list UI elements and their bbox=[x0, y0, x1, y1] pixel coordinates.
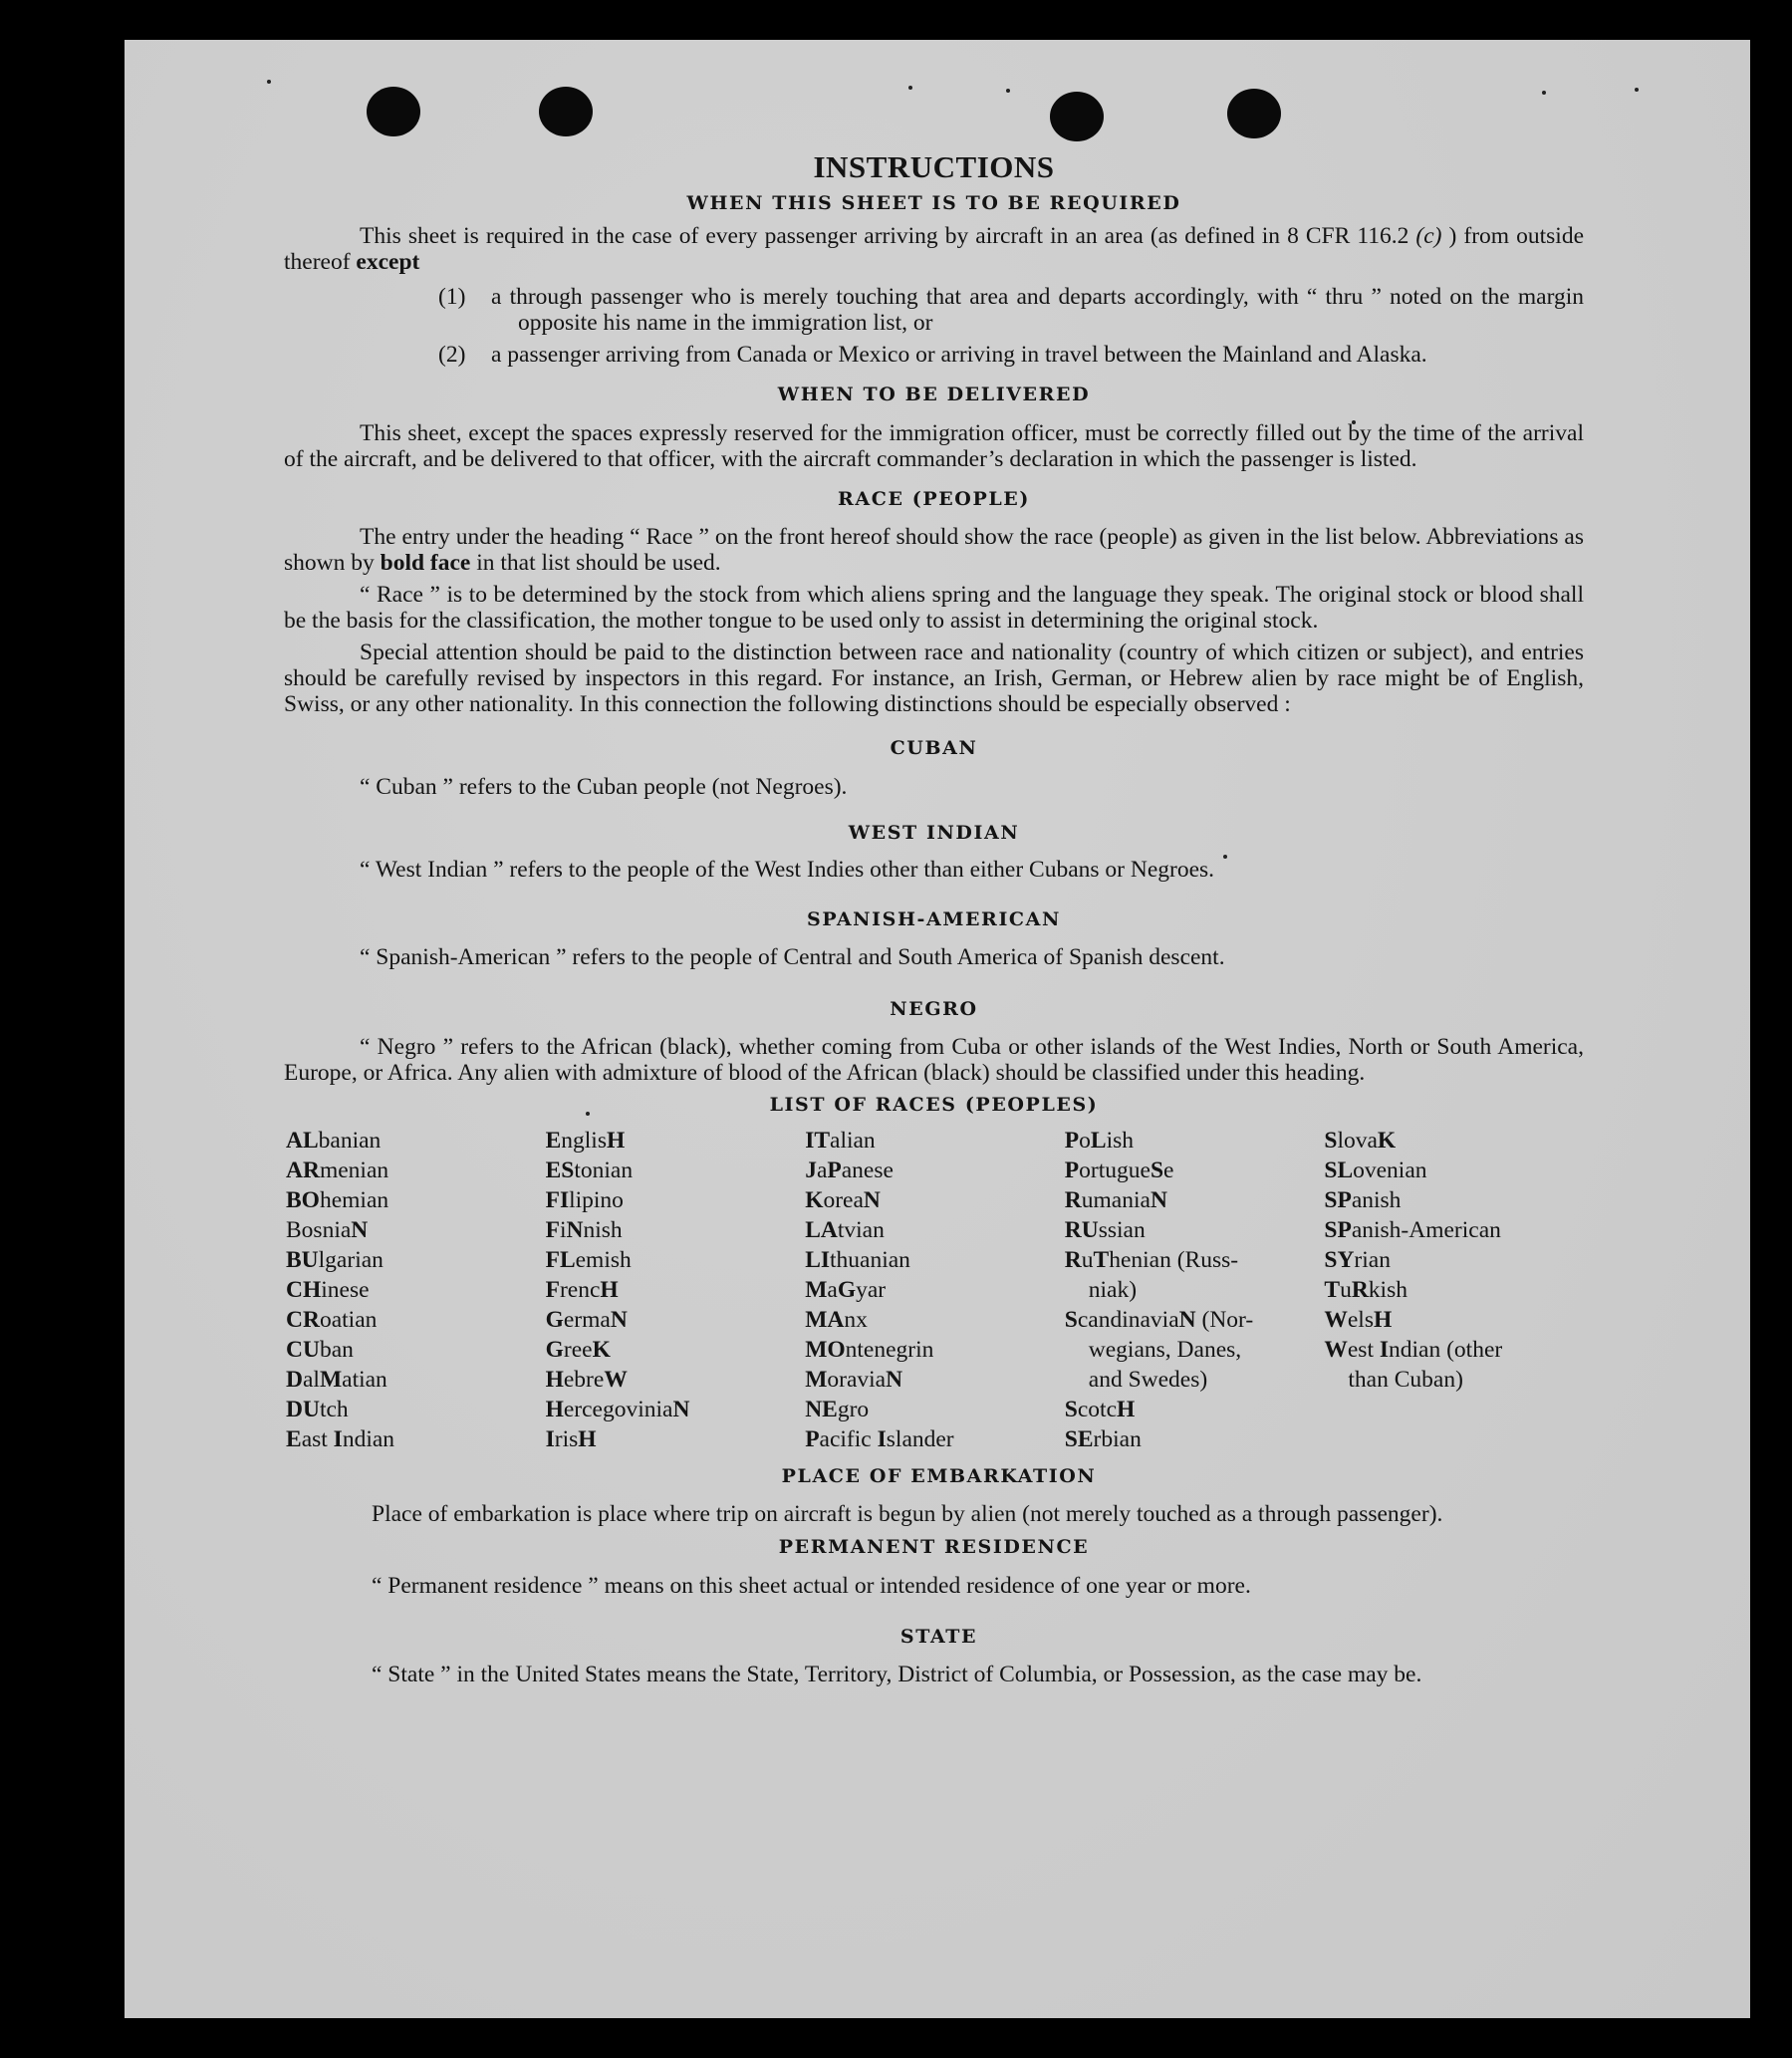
race-text: nglis bbox=[561, 1128, 607, 1154]
race-entry bbox=[546, 1275, 806, 1305]
heading-embarkation: PLACE OF EMBARKATION bbox=[781, 1465, 1097, 1487]
race-text: ntenegrin bbox=[845, 1337, 934, 1363]
race-entry bbox=[286, 1126, 546, 1156]
race-text: ast bbox=[301, 1426, 334, 1452]
race-entry bbox=[805, 1185, 1065, 1215]
race-entry bbox=[805, 1275, 1065, 1305]
race-text: ovenian bbox=[1353, 1158, 1427, 1183]
race-text: alian bbox=[830, 1128, 876, 1154]
race-entry bbox=[1324, 1275, 1584, 1305]
race-text: inese bbox=[321, 1277, 370, 1303]
race-text: ndian (other bbox=[1389, 1337, 1503, 1363]
race-text: anese bbox=[841, 1158, 894, 1183]
race-text: wegians, Danes, bbox=[1088, 1337, 1242, 1363]
state-paragraph: “ State ” in the United States means the State, Territory, District of Columbia, or Possession, as the case may be. bbox=[372, 1662, 1422, 1687]
race-text: ish bbox=[1106, 1128, 1135, 1154]
race-text: ndian bbox=[342, 1426, 395, 1452]
race-text: nx bbox=[844, 1307, 868, 1333]
race-entry bbox=[546, 1395, 806, 1424]
race-entry bbox=[546, 1245, 806, 1275]
race-text: yar bbox=[856, 1277, 887, 1303]
west-indian-paragraph: “ West Indian ” refers to the people of the West Indies other than either Cubans or Negroes. bbox=[360, 857, 1215, 883]
race-abbreviation: N bbox=[1150, 1187, 1167, 1213]
race-column bbox=[805, 1126, 1065, 1454]
race-abbreviation: I bbox=[877, 1426, 887, 1452]
item-text: a through passenger who is merely touching that area and departs accordingly, with “ thru ” noted on the margin opposite his name in the immigration list, or bbox=[491, 284, 1584, 336]
speck bbox=[908, 86, 912, 90]
race-text: rian bbox=[1354, 1247, 1391, 1273]
race-entry bbox=[805, 1424, 1065, 1454]
punch-hole-3 bbox=[1050, 92, 1104, 141]
race-abbreviation: R bbox=[1064, 1187, 1082, 1213]
race-abbreviation: AL bbox=[286, 1128, 319, 1154]
race-abbreviation: H bbox=[545, 1397, 564, 1422]
heading-cuban: CUBAN bbox=[890, 737, 978, 759]
race-text: u bbox=[1340, 1277, 1352, 1303]
race-abbreviation: G bbox=[545, 1307, 564, 1333]
exception-item-2 bbox=[438, 342, 1584, 368]
race-entry bbox=[805, 1395, 1065, 1424]
race-text: ssian bbox=[1098, 1217, 1146, 1243]
race-abbreviation: K bbox=[1377, 1128, 1397, 1154]
race-entry bbox=[546, 1335, 806, 1365]
race-text: menian bbox=[319, 1158, 389, 1183]
race-paragraph-3: Special attention should be paid to the distinction between race and nationality (country of which citizen or subject), and entries should be carefully revised by inspectors in this regard. For instance, an Irish, German, or Hebrew alien by race might be of English, Swiss, or any other nationality. In this connection the following distinctions should be especially observed : bbox=[284, 640, 1584, 717]
race-text: o bbox=[1079, 1128, 1091, 1154]
race-text: cotc bbox=[1077, 1397, 1117, 1422]
race-column bbox=[1324, 1126, 1584, 1454]
race-abbreviation: ES bbox=[545, 1158, 575, 1183]
required-paragraph: This sheet is required in the case of every passenger arriving by aircraft in an area (as defined in 8 CFR 116.2 (c) ) from outside thereof except bbox=[284, 223, 1585, 275]
race-abbreviation: LI bbox=[805, 1247, 831, 1273]
race-abbreviation: W bbox=[1324, 1337, 1348, 1363]
race-text: ercegovinia bbox=[563, 1397, 673, 1422]
race-text: lgarian bbox=[318, 1247, 384, 1273]
race-entry bbox=[286, 1215, 546, 1245]
punch-hole-1 bbox=[367, 87, 420, 136]
race-abbreviation: P bbox=[827, 1158, 842, 1183]
race-entry bbox=[1065, 1395, 1325, 1424]
item-number: (2) bbox=[438, 342, 466, 368]
race-entry bbox=[805, 1215, 1065, 1245]
race-text: atian bbox=[342, 1367, 387, 1393]
race-abbreviation: W bbox=[1324, 1307, 1348, 1333]
heading-required: WHEN THIS SHEET IS TO BE REQUIRED bbox=[686, 192, 1181, 214]
race-entry bbox=[1065, 1156, 1325, 1185]
race-abbreviation: N bbox=[610, 1307, 628, 1333]
race-abbreviation: SP bbox=[1324, 1187, 1352, 1213]
race-text: a bbox=[827, 1277, 838, 1303]
race-abbreviation: S bbox=[1064, 1307, 1078, 1333]
race-abbreviation: IT bbox=[805, 1128, 831, 1154]
race-abbreviation: S bbox=[1150, 1158, 1164, 1183]
race-text: (Nor- bbox=[1195, 1307, 1254, 1333]
race-text: kish bbox=[1368, 1277, 1408, 1303]
residence-paragraph: “ Permanent residence ” means on this sheet actual or intended residence of one year or more. bbox=[372, 1573, 1251, 1599]
race-entry bbox=[286, 1365, 546, 1395]
race-abbreviation: D bbox=[286, 1367, 303, 1393]
race-text: a bbox=[816, 1158, 828, 1183]
race-entry bbox=[805, 1126, 1065, 1156]
race-text: and Swedes) bbox=[1088, 1367, 1208, 1393]
race-text: banian bbox=[318, 1128, 382, 1154]
race-text: els bbox=[1347, 1307, 1374, 1333]
race-abbreviation: E bbox=[286, 1426, 302, 1452]
punch-hole-4 bbox=[1227, 89, 1281, 138]
race-abbreviation: G bbox=[545, 1337, 564, 1363]
race-text: orea bbox=[823, 1187, 864, 1213]
speck bbox=[1635, 88, 1639, 92]
race-entry bbox=[1324, 1215, 1584, 1245]
spanish-american-paragraph: “ Spanish-American ” refers to the people of Central and South America of Spanish descent. bbox=[360, 944, 1225, 970]
race-entry bbox=[1065, 1305, 1325, 1335]
race-entry bbox=[546, 1126, 806, 1156]
race-entry bbox=[286, 1185, 546, 1215]
race-abbreviation: R bbox=[1351, 1277, 1369, 1303]
race-entry bbox=[286, 1305, 546, 1335]
race-abbreviation: NE bbox=[805, 1397, 838, 1422]
race-abbreviation: J bbox=[805, 1158, 817, 1183]
race-entry bbox=[1065, 1215, 1325, 1245]
race-text: lova bbox=[1337, 1128, 1378, 1154]
race-text: rbian bbox=[1093, 1426, 1142, 1452]
race-text: u bbox=[1081, 1247, 1094, 1273]
race-abbreviation: I bbox=[545, 1426, 555, 1452]
race-text: al bbox=[302, 1367, 320, 1393]
race-text: tvian bbox=[837, 1217, 885, 1243]
race-text: henian (Russ- bbox=[1109, 1247, 1239, 1273]
race-text: acific bbox=[819, 1426, 878, 1452]
race-abbreviation: BO bbox=[286, 1187, 320, 1213]
race-entry bbox=[546, 1365, 806, 1395]
race-entry bbox=[1324, 1365, 1584, 1395]
race-abbreviation: SE bbox=[1064, 1426, 1094, 1452]
race-abbreviation: N bbox=[351, 1217, 369, 1243]
race-abbreviation: RU bbox=[1064, 1217, 1099, 1243]
cuban-paragraph: “ Cuban ” refers to the Cuban people (not Negroes). bbox=[360, 774, 848, 800]
race-text: nish bbox=[583, 1217, 623, 1243]
race-text: ban bbox=[319, 1337, 354, 1363]
race-abbreviation: M bbox=[805, 1277, 828, 1303]
delivered-paragraph: This sheet, except the spaces expressly reserved for the immigration officer, must be correctly filled out by the time of the arrival of the aircraft, and be delivered to that officer, with the aircraft commander’s declaration in which the passenger is listed. bbox=[284, 420, 1584, 472]
race-paragraph-1: The entry under the heading “ Race ” on the front hereof should show the race (people) as given in the list below. Abbreviations as shown by bold face in that list should be used. bbox=[284, 524, 1584, 576]
race-abbreviation: T bbox=[1324, 1277, 1341, 1303]
race-column bbox=[546, 1126, 806, 1454]
heading-list-of-races: LIST OF RACES (PEOPLES) bbox=[769, 1094, 1099, 1116]
race-entry bbox=[286, 1335, 546, 1365]
race-text: hemian bbox=[319, 1187, 389, 1213]
race-abbreviation: F bbox=[545, 1277, 560, 1303]
race-abbreviation: L bbox=[1090, 1128, 1107, 1154]
race-text: ree bbox=[563, 1337, 593, 1363]
race-abbreviation: CU bbox=[286, 1337, 320, 1363]
race-abbreviation: P bbox=[805, 1426, 820, 1452]
race-text: renc bbox=[559, 1277, 601, 1303]
race-abbreviation: H bbox=[1117, 1397, 1136, 1422]
race-abbreviation: MO bbox=[805, 1337, 846, 1363]
race-abbreviation: P bbox=[1064, 1128, 1080, 1154]
heading-state: STATE bbox=[899, 1626, 978, 1648]
race-abbreviation: BU bbox=[286, 1247, 319, 1273]
heading-spanish-american: SPANISH-AMERICAN bbox=[807, 908, 1061, 930]
race-list bbox=[286, 1126, 1584, 1454]
race-abbreviation: N bbox=[1178, 1307, 1196, 1333]
race-abbreviation: N bbox=[672, 1397, 690, 1422]
race-abbreviation: K bbox=[805, 1187, 824, 1213]
race-entry bbox=[1065, 1424, 1325, 1454]
speck bbox=[1542, 91, 1546, 95]
race-abbreviation: R bbox=[1064, 1247, 1082, 1273]
race-text: ebre bbox=[563, 1367, 605, 1393]
race-entry bbox=[1065, 1126, 1325, 1156]
race-entry bbox=[546, 1215, 806, 1245]
race-abbreviation: P bbox=[1064, 1158, 1080, 1183]
race-abbreviation: H bbox=[600, 1277, 619, 1303]
race-abbreviation: M bbox=[319, 1367, 343, 1393]
race-abbreviation: H bbox=[545, 1367, 564, 1393]
race-text: tonian bbox=[574, 1158, 634, 1183]
race-text: gro bbox=[837, 1397, 870, 1422]
race-entry bbox=[1324, 1185, 1584, 1215]
race-abbreviation: I bbox=[333, 1426, 343, 1452]
race-abbreviation: E bbox=[545, 1128, 562, 1154]
speck bbox=[267, 80, 271, 84]
race-entry bbox=[286, 1395, 546, 1424]
race-abbreviation: H bbox=[607, 1128, 626, 1154]
race-abbreviation: FI bbox=[545, 1187, 570, 1213]
race-entry bbox=[805, 1335, 1065, 1365]
race-abbreviation: H bbox=[1373, 1307, 1393, 1333]
heading-race: RACE (PEOPLE) bbox=[838, 488, 1030, 510]
race-text: erma bbox=[563, 1307, 611, 1333]
race-text: thuanian bbox=[830, 1247, 910, 1273]
race-text: candinavia bbox=[1077, 1307, 1179, 1333]
race-entry bbox=[286, 1275, 546, 1305]
race-abbreviation: SL bbox=[1324, 1158, 1354, 1183]
race-abbreviation: SY bbox=[1324, 1247, 1355, 1273]
race-abbreviation: W bbox=[604, 1367, 628, 1393]
race-column bbox=[286, 1126, 546, 1454]
race-entry bbox=[1065, 1365, 1325, 1395]
race-text: ortugue bbox=[1079, 1158, 1151, 1183]
race-entry bbox=[1324, 1335, 1584, 1365]
race-entry bbox=[546, 1185, 806, 1215]
race-entry bbox=[1324, 1305, 1584, 1335]
race-entry bbox=[805, 1365, 1065, 1395]
race-entry bbox=[286, 1245, 546, 1275]
race-entry bbox=[1065, 1245, 1325, 1275]
punch-hole-2 bbox=[539, 87, 593, 136]
speck bbox=[1006, 89, 1010, 93]
race-text: lipino bbox=[569, 1187, 624, 1213]
race-abbreviation: N bbox=[886, 1367, 903, 1393]
race-entry bbox=[1324, 1156, 1584, 1185]
race-column bbox=[1065, 1126, 1325, 1454]
race-text: Bosnia bbox=[286, 1217, 352, 1243]
race-entry bbox=[546, 1305, 806, 1335]
race-abbreviation: N bbox=[863, 1187, 881, 1213]
race-entry bbox=[1324, 1245, 1584, 1275]
race-text: niak) bbox=[1088, 1277, 1138, 1303]
race-text: anish bbox=[1351, 1187, 1402, 1213]
race-entry bbox=[1065, 1335, 1325, 1365]
race-abbreviation: F bbox=[545, 1217, 560, 1243]
race-abbreviation: LA bbox=[805, 1217, 838, 1243]
race-entry bbox=[1065, 1275, 1325, 1305]
race-abbreviation: CR bbox=[286, 1307, 320, 1333]
race-text: tch bbox=[319, 1397, 349, 1422]
race-entry bbox=[805, 1245, 1065, 1275]
heading-delivered: WHEN TO BE DELIVERED bbox=[777, 384, 1091, 405]
race-abbreviation: T bbox=[1093, 1247, 1110, 1273]
race-abbreviation: FL bbox=[545, 1247, 576, 1273]
race-entry bbox=[1065, 1185, 1325, 1215]
race-abbreviation: S bbox=[1324, 1128, 1338, 1154]
exception-item-1 bbox=[438, 284, 1584, 336]
race-text: slander bbox=[886, 1426, 954, 1452]
race-entry bbox=[546, 1156, 806, 1185]
page-title: INSTRUCTIONS bbox=[813, 149, 1055, 184]
race-entry bbox=[805, 1305, 1065, 1335]
race-abbreviation: SP bbox=[1324, 1217, 1352, 1243]
race-abbreviation: CH bbox=[286, 1277, 322, 1303]
heading-negro: NEGRO bbox=[890, 998, 978, 1020]
race-abbreviation: AR bbox=[286, 1158, 320, 1183]
race-entry bbox=[805, 1156, 1065, 1185]
race-abbreviation: M bbox=[805, 1367, 828, 1393]
race-abbreviation: S bbox=[1064, 1397, 1078, 1422]
race-paragraph-2: “ Race ” is to be determined by the stock from which aliens spring and the language they speak. The original stock or blood shall be the basis for the classification, the mother tongue to be used only to assist in determining the original stock. bbox=[284, 582, 1584, 634]
race-text: oravia bbox=[827, 1367, 887, 1393]
item-number: (1) bbox=[438, 284, 466, 310]
race-text: umania bbox=[1081, 1187, 1151, 1213]
race-abbreviation: I bbox=[1379, 1337, 1390, 1363]
race-entry bbox=[1324, 1126, 1584, 1156]
instructions-content bbox=[284, 149, 1584, 1687]
race-entry bbox=[286, 1156, 546, 1185]
race-text: ris bbox=[554, 1426, 579, 1452]
race-text: emish bbox=[575, 1247, 632, 1273]
negro-paragraph: “ Negro ” refers to the African (black), whether coming from Cuba or other islands of the West Indies, North or South America, Europe, or Africa. Any alien with admixture of blood of the African (black) should be classified under this heading. bbox=[284, 1034, 1584, 1086]
race-abbreviation: K bbox=[592, 1337, 611, 1363]
race-entry bbox=[286, 1424, 546, 1454]
heading-residence: PERMANENT RESIDENCE bbox=[778, 1536, 1090, 1558]
race-abbreviation: DU bbox=[286, 1397, 320, 1422]
heading-west-indian: WEST INDIAN bbox=[848, 822, 1020, 844]
race-text: anish-American bbox=[1351, 1217, 1501, 1243]
race-abbreviation: N bbox=[566, 1217, 584, 1243]
race-text: than Cuban) bbox=[1348, 1367, 1463, 1393]
item-text: a passenger arriving from Canada or Mexico or arriving in travel between the Mainland and Alaska. bbox=[491, 342, 1427, 368]
race-abbreviation: H bbox=[578, 1426, 597, 1452]
race-entry bbox=[546, 1424, 806, 1454]
race-text: est bbox=[1347, 1337, 1380, 1363]
race-text: oatian bbox=[319, 1307, 378, 1333]
race-text: e bbox=[1163, 1158, 1174, 1183]
embarkation-paragraph: Place of embarkation is place where trip on aircraft is begun by alien (not merely touched as a through passenger). bbox=[372, 1501, 1443, 1527]
race-abbreviation: MA bbox=[805, 1307, 845, 1333]
race-text: i bbox=[559, 1217, 567, 1243]
race-abbreviation: G bbox=[837, 1277, 857, 1303]
